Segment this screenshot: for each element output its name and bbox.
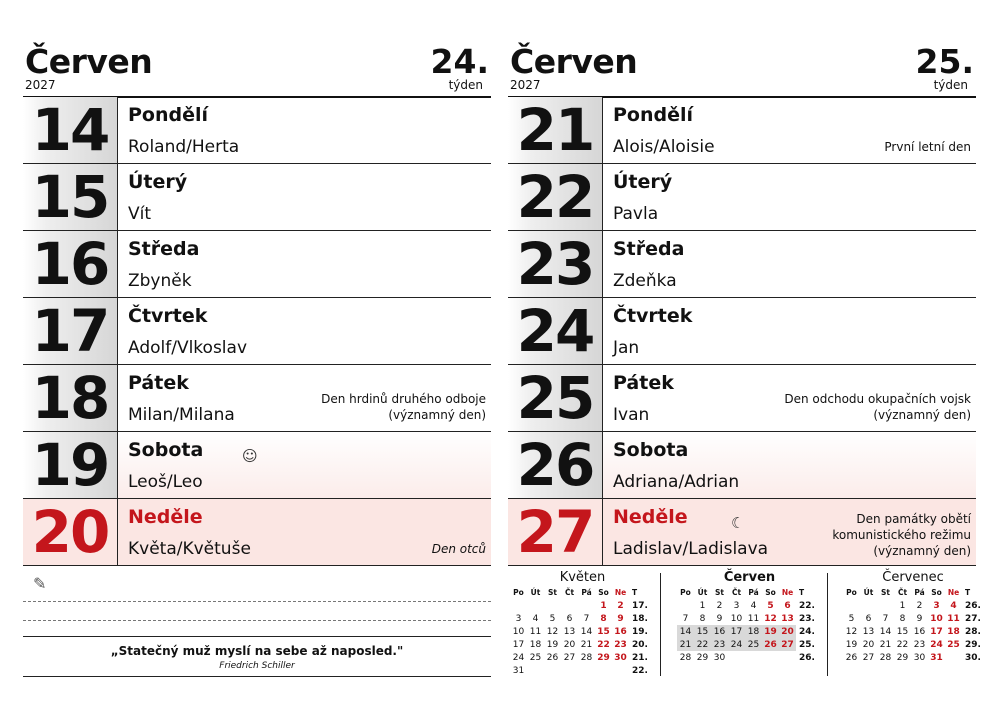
date-cell: 11 <box>947 613 960 624</box>
date-cell: 24 <box>930 639 943 650</box>
date-cell <box>843 599 860 612</box>
day-note: Den odchodu okupačních vojsk (významný den) <box>784 392 971 422</box>
page-header <box>508 40 976 98</box>
day-name: Neděle <box>613 506 688 528</box>
mini-calendar-grid <box>677 586 817 664</box>
weekday-header: St <box>548 588 557 597</box>
date-cell: 1 <box>899 600 906 611</box>
date-cell: 16 <box>913 626 926 637</box>
date-cell: 2 <box>916 600 923 611</box>
day-name: Pátek <box>128 372 189 394</box>
weekday-header: Čt <box>564 588 575 597</box>
weekday-header: T <box>965 588 971 597</box>
day-row <box>23 499 491 566</box>
date-cell: 6 <box>865 613 872 624</box>
weekday-header: Út <box>863 588 874 597</box>
day-number: 23 <box>516 230 594 298</box>
day-row <box>508 164 976 231</box>
week-number-cell: 29. <box>965 639 981 650</box>
nameday: Adriana/Adrian <box>613 472 740 492</box>
week-number-cell: 26. <box>965 600 981 611</box>
date-cell: 18 <box>947 626 960 637</box>
date-cell: 30 <box>913 652 926 663</box>
week-number-cell: 22. <box>799 600 815 611</box>
day-row <box>23 97 491 164</box>
date-cell: 10 <box>930 613 943 624</box>
date-cell: 8 <box>899 613 906 624</box>
date-cell: 12 <box>546 626 559 637</box>
weekday-header: St <box>715 588 724 597</box>
mini-calendar-title: Červen <box>723 570 776 585</box>
nameday: Vít <box>128 204 152 224</box>
nameday: Ladislav/Ladislava <box>613 539 769 559</box>
date-cell: 19 <box>762 625 779 638</box>
day-number: 21 <box>516 96 594 164</box>
week-number-cell: 26. <box>799 652 815 663</box>
date-cell: 9 <box>617 613 624 624</box>
date-cell <box>544 599 561 612</box>
date-cell: 31 <box>512 665 525 676</box>
date-cell: 7 <box>583 613 590 624</box>
week-number: 24. <box>430 42 489 81</box>
date-cell: 4 <box>532 613 539 624</box>
day-row <box>508 432 976 499</box>
date-cell: 26 <box>762 638 779 651</box>
day-row <box>508 499 976 566</box>
nameday: Roland/Herta <box>128 137 240 157</box>
nameday: Zdeňka <box>613 271 677 291</box>
weekday-header: Ne <box>781 588 794 597</box>
date-cell: 20 <box>563 639 576 650</box>
weekday-header: Ne <box>614 588 627 597</box>
date-cell: 12 <box>845 626 858 637</box>
mini-calendar <box>510 570 655 680</box>
day-number: 20 <box>31 498 109 566</box>
date-cell: 1 <box>699 600 706 611</box>
weekday-header: Út <box>697 588 708 597</box>
day-number: 25 <box>516 364 594 432</box>
date-cell <box>578 599 595 612</box>
weekday-header: So <box>931 588 942 597</box>
date-cell: 9 <box>716 613 723 624</box>
date-cell: 10 <box>512 626 525 637</box>
weekday-header: Čt <box>731 588 742 597</box>
mini-calendar <box>843 570 983 680</box>
date-cell: 16 <box>711 625 728 638</box>
pencil-icon: ✎ <box>33 574 47 593</box>
date-cell: 3 <box>733 600 740 611</box>
date-cell: 3 <box>515 613 522 624</box>
weekday-header: Po <box>513 588 524 597</box>
year-label: 2027 <box>510 78 541 92</box>
date-cell: 22 <box>896 639 909 650</box>
date-cell: 22 <box>694 638 711 651</box>
date-cell: 22 <box>597 639 610 650</box>
date-cell: 7 <box>682 613 689 624</box>
nameday: Ivan <box>613 405 650 425</box>
date-cell: 27 <box>862 652 875 663</box>
page-header <box>23 40 491 98</box>
weekday-header: So <box>765 588 776 597</box>
date-cell: 26 <box>845 652 858 663</box>
date-cell: 28 <box>679 652 692 663</box>
quote-author: Friedrich Schiller <box>219 661 295 671</box>
date-cell: 14 <box>580 626 593 637</box>
week-number-cell: 17. <box>632 600 648 611</box>
mini-calendar-title: Květen <box>559 570 606 585</box>
day-name: Úterý <box>128 171 188 193</box>
date-cell: 29 <box>597 652 610 663</box>
date-cell: 9 <box>916 613 923 624</box>
date-cell: 19 <box>845 639 858 650</box>
day-number: 27 <box>516 498 594 566</box>
date-cell: 7 <box>882 613 889 624</box>
nameday: Zbyněk <box>128 271 192 291</box>
day-number: 24 <box>516 297 594 365</box>
date-cell: 27 <box>779 638 796 651</box>
day-number: 15 <box>31 163 109 231</box>
date-cell: 28 <box>879 652 892 663</box>
date-cell: 25 <box>745 638 762 651</box>
date-cell: 24 <box>728 638 745 651</box>
day-note: Den památky obětí komunistického režimu (významný den) <box>832 512 971 558</box>
date-cell: 18 <box>745 625 762 638</box>
week-number-cell: 20. <box>632 639 648 650</box>
date-cell <box>544 664 561 677</box>
week-number: 25. <box>915 42 974 81</box>
date-cell: 17 <box>512 639 525 650</box>
moon-icon: ☾ <box>731 514 745 532</box>
date-cell: 30 <box>614 652 627 663</box>
date-cell: 15 <box>694 625 711 638</box>
date-cell: 10 <box>730 613 743 624</box>
week-label: týden <box>933 78 968 92</box>
weekday-header: Po <box>846 588 857 597</box>
mini-calendar <box>677 570 822 680</box>
day-number: 19 <box>31 431 109 499</box>
weekday-header: Pá <box>581 588 592 597</box>
day-name: Pátek <box>613 372 674 394</box>
day-number: 26 <box>516 431 594 499</box>
date-cell: 30 <box>713 652 726 663</box>
day-number: 16 <box>31 230 109 298</box>
weekday-header: Pá <box>748 588 759 597</box>
note-line <box>23 601 491 602</box>
note-line <box>23 620 491 621</box>
nameday: Adolf/Vlkoslav <box>128 338 248 358</box>
date-cell <box>762 651 779 664</box>
date-cell: 8 <box>699 613 706 624</box>
day-name: Sobota <box>613 439 689 461</box>
date-cell <box>578 664 595 677</box>
week-number-cell: 27. <box>965 613 981 624</box>
month-title: Červen <box>25 42 153 81</box>
full-moon-icon: ☺ <box>242 447 258 465</box>
day-name: Úterý <box>613 171 673 193</box>
date-cell: 11 <box>747 613 760 624</box>
date-cell: 21 <box>879 639 892 650</box>
date-cell: 17 <box>930 626 943 637</box>
date-cell <box>779 651 796 664</box>
weekday-header: So <box>598 588 609 597</box>
date-cell: 14 <box>879 626 892 637</box>
date-cell: 5 <box>549 613 556 624</box>
mini-calendar-grid <box>510 586 650 677</box>
day-row <box>23 432 491 499</box>
weekday-header: Po <box>680 588 691 597</box>
day-number: 17 <box>31 297 109 365</box>
date-cell: 11 <box>529 626 542 637</box>
day-number: 22 <box>516 163 594 231</box>
date-cell: 2 <box>617 600 624 611</box>
day-note: Den hrdinů druhého odboje (významný den) <box>321 392 486 422</box>
date-cell: 13 <box>781 613 794 624</box>
date-cell: 12 <box>764 613 777 624</box>
day-note: Den otců <box>431 542 486 556</box>
date-cell: 29 <box>896 652 909 663</box>
nameday: Milan/Milana <box>128 405 235 425</box>
day-row <box>23 164 491 231</box>
weekday-header: Ne <box>947 588 960 597</box>
day-row <box>508 231 976 298</box>
nameday: Alois/Aloisie <box>613 137 715 157</box>
date-cell: 24 <box>512 652 525 663</box>
week-number-cell: 18. <box>632 613 648 624</box>
date-cell: 5 <box>848 613 855 624</box>
date-cell <box>728 651 745 664</box>
weekday-header: T <box>632 588 638 597</box>
day-note: První letní den <box>884 140 971 154</box>
date-cell: 23 <box>614 639 627 650</box>
nameday: Pavla <box>613 204 659 224</box>
notes-area <box>23 570 491 678</box>
date-cell: 3 <box>933 600 940 611</box>
date-cell: 25 <box>947 639 960 650</box>
day-row <box>508 298 976 365</box>
day-row <box>508 97 976 164</box>
day-name: Čtvrtek <box>613 305 693 327</box>
date-cell: 13 <box>862 626 875 637</box>
nameday: Leoš/Leo <box>128 472 203 492</box>
date-cell: 17 <box>728 625 745 638</box>
date-cell: 27 <box>563 652 576 663</box>
date-cell: 1 <box>600 600 607 611</box>
date-cell: 4 <box>750 600 757 611</box>
mini-calendar-title: Červenec <box>882 570 944 585</box>
date-cell: 15 <box>896 626 909 637</box>
date-cell: 20 <box>862 639 875 650</box>
weekday-header: Čt <box>897 588 908 597</box>
date-cell: 5 <box>767 600 774 611</box>
date-cell <box>561 599 578 612</box>
date-cell: 15 <box>597 626 610 637</box>
date-cell: 21 <box>677 638 694 651</box>
week-number-cell: 23. <box>799 613 815 624</box>
week-number-cell: 22. <box>632 665 648 676</box>
week-label: týden <box>448 78 483 92</box>
day-number: 14 <box>31 96 109 164</box>
date-cell <box>745 651 762 664</box>
date-cell: 8 <box>600 613 607 624</box>
day-row <box>23 365 491 432</box>
mini-calendar-grid <box>843 586 983 664</box>
date-cell <box>945 651 962 664</box>
date-cell <box>595 664 612 677</box>
date-cell: 6 <box>566 613 573 624</box>
date-cell <box>561 664 578 677</box>
date-cell: 13 <box>563 626 576 637</box>
nameday: Květa/Květuše <box>128 539 251 559</box>
day-row <box>23 231 491 298</box>
date-cell: 23 <box>913 639 926 650</box>
date-cell: 6 <box>784 600 791 611</box>
week-number-cell: 21. <box>632 652 648 663</box>
day-name: Neděle <box>128 506 203 528</box>
date-cell: 25 <box>529 652 542 663</box>
day-name: Středa <box>128 238 200 260</box>
day-name: Čtvrtek <box>128 305 208 327</box>
day-number: 18 <box>31 364 109 432</box>
weekday-header: Út <box>530 588 541 597</box>
date-cell <box>527 664 544 677</box>
date-cell: 16 <box>614 626 627 637</box>
date-cell <box>527 599 544 612</box>
date-cell: 4 <box>950 600 957 611</box>
date-cell <box>877 599 894 612</box>
nameday: Jan <box>613 338 640 358</box>
day-row <box>23 298 491 365</box>
day-name: Pondělí <box>128 104 209 126</box>
date-cell: 18 <box>529 639 542 650</box>
quote: „Statečný muž myslí na sebe až naposled." <box>110 644 404 658</box>
date-cell: 26 <box>546 652 559 663</box>
day-name: Sobota <box>128 439 204 461</box>
week-number-cell: 28. <box>965 626 981 637</box>
date-cell: 29 <box>696 652 709 663</box>
date-cell: 19 <box>546 639 559 650</box>
date-cell <box>510 599 527 612</box>
weekday-header: T <box>799 588 805 597</box>
day-name: Středa <box>613 238 685 260</box>
date-cell: 2 <box>716 600 723 611</box>
week-number-cell: 30. <box>965 652 981 663</box>
date-cell: 28 <box>580 652 593 663</box>
day-row <box>508 365 976 432</box>
week-number-cell: 25. <box>799 639 815 650</box>
month-title: Červen <box>510 42 638 81</box>
weekday-header: Pá <box>914 588 925 597</box>
year-label: 2027 <box>25 78 56 92</box>
weekday-header: St <box>881 588 890 597</box>
date-cell <box>677 599 694 612</box>
day-name: Pondělí <box>613 104 694 126</box>
date-cell: 21 <box>580 639 593 650</box>
week-number-cell: 19. <box>632 626 648 637</box>
date-cell: 23 <box>711 638 728 651</box>
date-cell: 20 <box>779 625 796 638</box>
week-number-cell: 24. <box>799 626 815 637</box>
date-cell <box>612 664 629 677</box>
date-cell: 31 <box>930 652 943 663</box>
date-cell <box>860 599 877 612</box>
left-page <box>23 0 491 701</box>
date-cell: 14 <box>677 625 694 638</box>
